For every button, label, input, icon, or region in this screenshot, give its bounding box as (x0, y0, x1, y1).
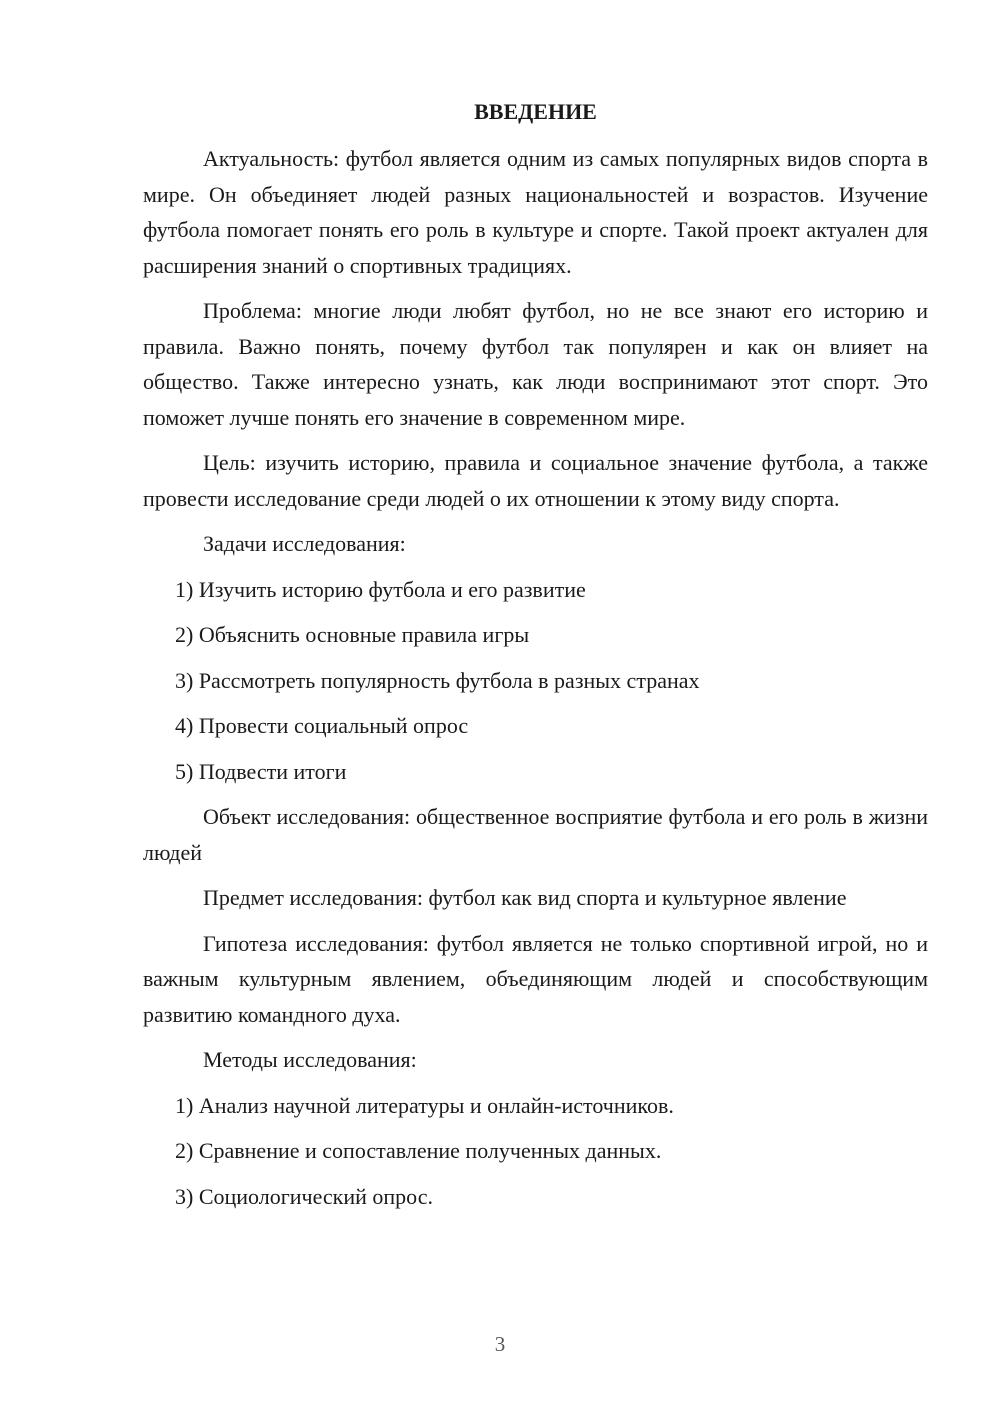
page-title: ВВЕДЕНИЕ (474, 99, 597, 124)
list-item: 5) Подвести итоги (175, 758, 347, 784)
list-item: 3) Рассмотреть популярность футбола в разных странах (175, 667, 700, 693)
object-paragraph: Объект исследования: общественное восприятие футбола и его роль в жизни людей (143, 804, 928, 865)
methods-label: Методы исследования: (203, 1047, 417, 1072)
list-item: 2) Объяснить основные правила игры (175, 622, 530, 647)
problem-paragraph: Проблема: многие люди любят футбол, но не все знают его историю и правила. Важно понять, почему футбол так популярен и как он влияет на общество. Также интересно узнать, как люди воспринимают этот спорт. Это поможет лучше понять его значение в современном мире. (143, 298, 928, 430)
list-item: 1) Изучить историю футбола и его развитие (175, 576, 586, 602)
tasks-label: Задачи исследования: (203, 531, 406, 556)
relevance-paragraph: Актуальность: футбол является одним из самых популярных видов спорта в мире. Он объединяет людей разных национальностей и возрастов. Изучение футбола помогает понять его роль в культуре и спорте. Такой проект актуален для расширения знаний о спортивных традициях. (143, 146, 928, 278)
list-item: 1) Анализ научной литературы и онлайн-источников. (175, 1092, 674, 1118)
list-item: 3) Социологический опрос. (175, 1183, 433, 1209)
methods-list (143, 1088, 928, 1215)
list-item: 2) Сравнение и сопоставление полученных данных. (175, 1138, 662, 1163)
page-number: 3 (494, 1332, 506, 1356)
subject-paragraph: Предмет исследования: футбол как вид спорта и культурное явление (203, 885, 847, 910)
hypothesis-paragraph: Гипотеза исследования: футбол является не только спортивной игрой, но и важным культурным явлением, объединяющим людей и способствующим развитию командного духа. (143, 930, 928, 1027)
tasks-list (143, 572, 928, 790)
goal-paragraph: Цель: изучить историю, правила и социальное значение футбола, а также провести исследование среди людей о их отношении к этому виду спорта. (143, 450, 928, 511)
document-page (143, 94, 928, 1224)
list-item: 4) Провести социальный опрос (175, 713, 469, 738)
